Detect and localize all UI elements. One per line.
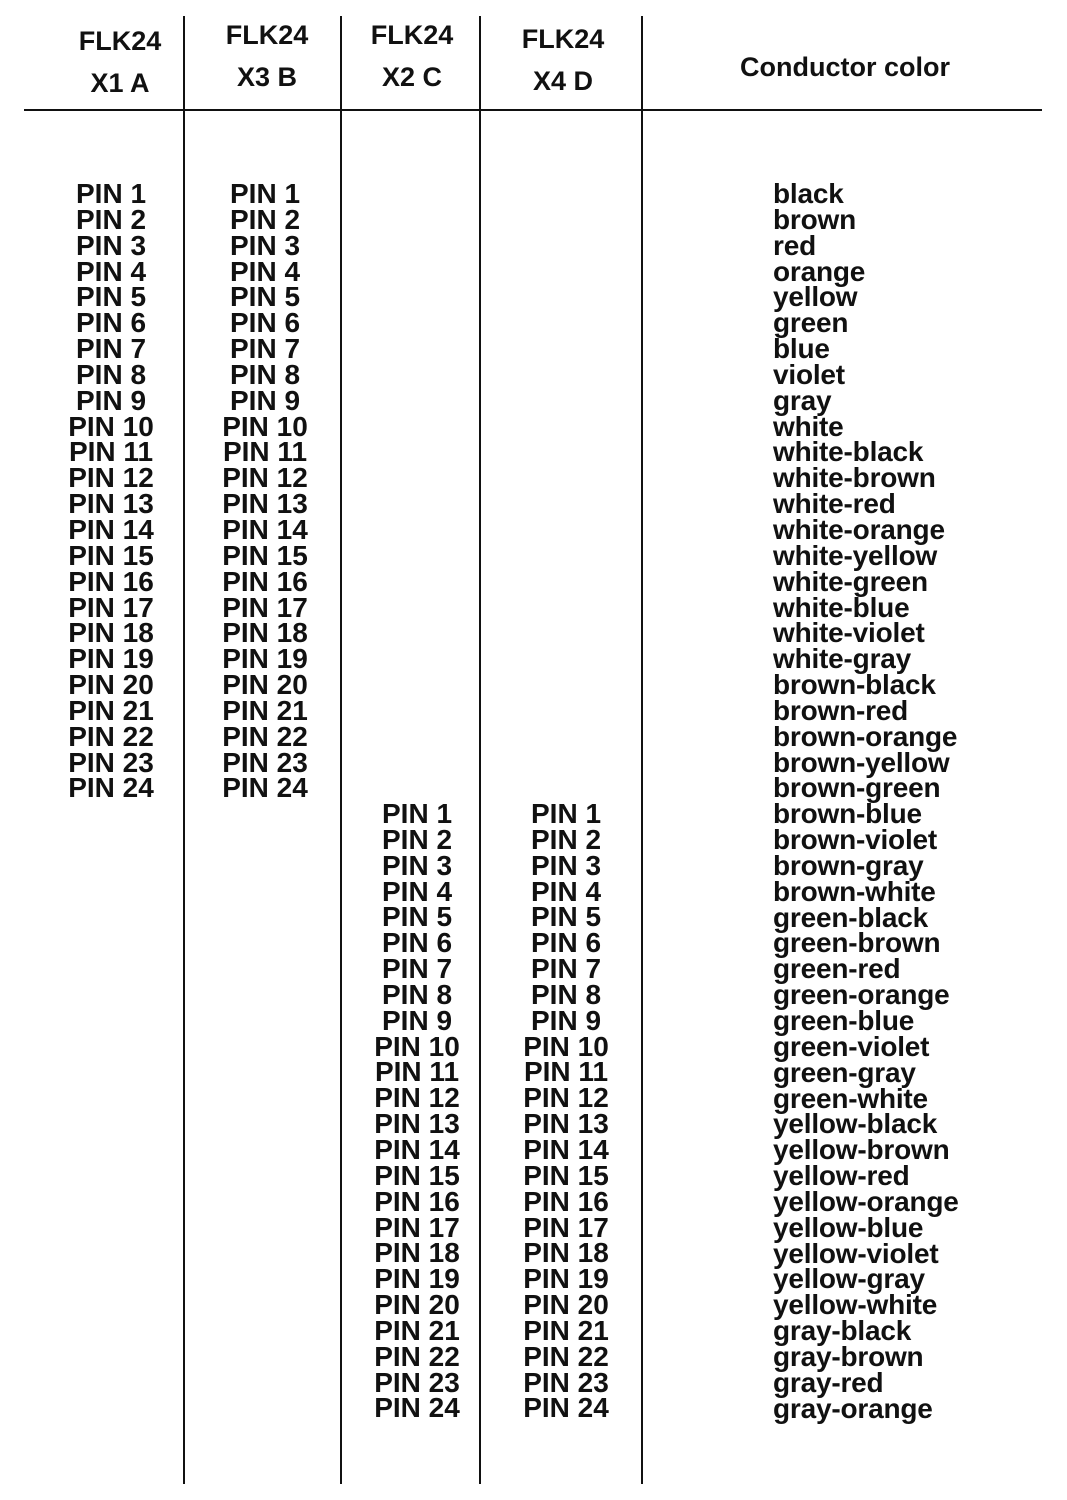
pin-label: PIN 18: [374, 1237, 460, 1269]
conductor-color-item: yellow-brown: [773, 1134, 950, 1166]
pin-label: PIN 22: [68, 720, 154, 752]
header-flk24-x1a: [60, 20, 180, 104]
conductor-color-item: black: [773, 178, 844, 209]
header-flk24-x2c: [352, 14, 472, 98]
header-conductor-color-label: Conductor color: [740, 52, 950, 82]
conductor-color-item: white-green: [773, 565, 928, 597]
conductor-color-item: green-gray: [773, 1056, 916, 1088]
pin-label: PIN 5: [381, 901, 453, 933]
pin-label: PIN 9: [229, 384, 301, 416]
pin-label: PIN 7: [530, 953, 602, 985]
pin-label: PIN 12: [374, 1082, 460, 1114]
pin-label: PIN 4: [530, 875, 602, 907]
conductor-color-item: brown-black: [773, 669, 936, 701]
pin-label: PIN 1: [229, 178, 301, 209]
pin-label: PIN 16: [68, 565, 154, 597]
conductor-color-item: white-black: [773, 436, 924, 468]
conductor-color-item: gray-orange: [773, 1392, 933, 1424]
conductor-color-item: green-orange: [773, 979, 950, 1011]
conductor-color-item: white-red: [773, 488, 896, 520]
pin-label: PIN 3: [530, 849, 602, 881]
conductor-color-item: yellow-violet: [773, 1237, 939, 1269]
conductor-color-item: red: [773, 229, 816, 261]
pin-label: PIN 16: [374, 1185, 460, 1217]
pin-label: PIN 17: [374, 1211, 460, 1243]
pin-label: PIN 11: [374, 1056, 460, 1088]
conductor-color-item: brown-white: [773, 875, 936, 907]
pin-label: PIN 6: [75, 307, 147, 339]
conductor-color-item: green-black: [773, 901, 928, 933]
pin-label: PIN 24: [523, 1392, 609, 1424]
conductor-color-item: white: [773, 410, 844, 442]
pin-label: PIN 9: [530, 1004, 602, 1036]
pin-label: PIN 21: [222, 694, 308, 726]
pin-label: PIN 5: [75, 281, 147, 313]
conductor-color-item: brown: [773, 203, 856, 235]
pin-label: PIN 9: [381, 1004, 453, 1036]
pin-label: PIN 3: [229, 229, 301, 261]
pin-label: PIN 20: [374, 1289, 460, 1321]
pin-label: PIN 20: [523, 1289, 609, 1321]
pin-label: PIN 8: [229, 358, 301, 390]
pin-label: PIN 13: [68, 488, 154, 520]
conductor-color-item: white-gray: [773, 643, 912, 675]
pin-label: PIN 5: [530, 901, 602, 933]
conductor-color-item: green-violet: [773, 1030, 930, 1062]
pin-label: PIN 1: [75, 178, 147, 209]
pin-label: PIN 22: [374, 1340, 460, 1372]
conductor-color-item: green-red: [773, 953, 901, 985]
pin-label: PIN 6: [381, 927, 453, 959]
header-x4d-line1: FLK24: [521, 24, 605, 54]
pin-label: PIN 23: [68, 746, 154, 778]
pin-label: PIN 15: [222, 539, 308, 571]
column-divider-3: [479, 16, 481, 1484]
pin-label: PIN 15: [68, 539, 154, 571]
pin-label: PIN 11: [222, 436, 308, 468]
header-x3b-line2: X3 B: [236, 62, 298, 92]
conductor-color-item: yellow-red: [773, 1160, 910, 1192]
conductor-color-item: gray: [773, 384, 832, 416]
conductor-color-item: gray-brown: [773, 1340, 924, 1372]
conductor-color-item: green: [773, 307, 849, 339]
pin-label: PIN 22: [523, 1340, 609, 1372]
pin-label: PIN 11: [523, 1056, 609, 1088]
pin-label: PIN 12: [523, 1082, 609, 1114]
conductor-color-item: blue: [773, 333, 830, 365]
header-x1a-line1: FLK24: [78, 26, 162, 56]
pin-list-x1a: [50, 178, 172, 804]
pin-label: PIN 11: [68, 436, 154, 468]
conductor-color-item: brown-violet: [773, 824, 938, 856]
pin-label: PIN 2: [229, 203, 301, 235]
pin-label: PIN 18: [222, 617, 308, 649]
column-divider-2: [340, 16, 342, 1484]
pin-label: PIN 17: [68, 591, 154, 623]
header-conductor-color: [700, 46, 990, 88]
conductor-color-item: white-yellow: [773, 539, 938, 571]
header-flk24-x4d: [500, 18, 626, 102]
pin-label: PIN 4: [229, 255, 301, 287]
pin-label: PIN 3: [381, 849, 453, 881]
header-x2c-line1: FLK24: [370, 20, 454, 50]
pin-label: PIN 2: [75, 203, 147, 235]
conductor-color-item: white-blue: [773, 591, 910, 623]
header-x1a-line2: X1 A: [90, 68, 150, 98]
conductor-color-item: yellow-black: [773, 1108, 938, 1140]
conductor-color-item: brown-red: [773, 694, 909, 726]
conductor-color-item: yellow-white: [773, 1289, 938, 1321]
pin-list-x4d: [505, 798, 627, 1424]
pin-label: PIN 15: [523, 1159, 609, 1191]
conductor-color-item: violet: [773, 358, 845, 390]
pin-label: PIN 8: [530, 978, 602, 1010]
pin-label: PIN 13: [222, 488, 308, 520]
conductor-color-item: yellow: [773, 281, 858, 313]
conductor-color-item: white-brown: [773, 462, 936, 494]
pin-label: PIN 8: [381, 978, 453, 1010]
column-divider-1: [183, 16, 185, 1484]
pin-list-x3b: [204, 178, 326, 804]
pin-label: PIN 21: [523, 1314, 609, 1346]
pin-label: PIN 9: [75, 384, 147, 416]
header-x4d-line2: X4 D: [532, 66, 594, 96]
header-flk24-x3b: [208, 14, 326, 98]
conductor-color-item: white-violet: [773, 617, 925, 649]
pin-label: PIN 12: [222, 462, 308, 494]
pin-label: PIN 10: [523, 1030, 609, 1062]
pin-label: PIN 5: [229, 281, 301, 313]
pin-label: PIN 19: [523, 1263, 609, 1295]
pin-label: PIN 20: [222, 669, 308, 701]
conductor-color-item: brown-orange: [773, 720, 958, 752]
pin-label: PIN 19: [68, 643, 154, 675]
conductor-color-item: brown-blue: [773, 798, 922, 830]
pin-label: PIN 16: [523, 1185, 609, 1217]
conductor-color-item: gray-black: [773, 1315, 912, 1347]
pin-label: PIN 15: [374, 1159, 460, 1191]
pin-label: PIN 20: [68, 669, 154, 701]
conductor-color-item: white-orange: [773, 513, 945, 545]
pin-label: PIN 6: [229, 307, 301, 339]
pin-label: PIN 18: [523, 1237, 609, 1269]
conductor-color-item: orange: [773, 255, 866, 287]
pin-label: PIN 14: [374, 1133, 460, 1165]
pin-label: PIN 23: [222, 746, 308, 778]
pin-label: PIN 10: [68, 410, 154, 442]
pin-label: PIN 13: [374, 1108, 460, 1140]
pin-label: PIN 21: [374, 1314, 460, 1346]
pin-label: PIN 14: [68, 513, 154, 545]
conductor-color-item: brown-green: [773, 772, 941, 804]
pin-label: PIN 17: [523, 1211, 609, 1243]
pin-list-x2c: [356, 798, 478, 1424]
pin-label: PIN 24: [374, 1392, 460, 1424]
pin-label: PIN 7: [75, 333, 147, 365]
pin-label: PIN 23: [374, 1366, 460, 1398]
header-divider: [24, 109, 1042, 111]
pin-label: PIN 19: [374, 1263, 460, 1295]
pin-label: PIN 14: [222, 513, 308, 545]
pin-label: PIN 2: [530, 823, 602, 855]
header-x2c-line2: X2 C: [381, 62, 443, 92]
conductor-color-item: green-blue: [773, 1005, 915, 1036]
pin-label: PIN 13: [523, 1108, 609, 1140]
pin-label: PIN 4: [75, 255, 147, 287]
pin-label: PIN 2: [381, 823, 453, 855]
pin-label: PIN 10: [222, 410, 308, 442]
pin-label: PIN 17: [222, 591, 308, 623]
pin-label: PIN 23: [523, 1366, 609, 1398]
pin-label: PIN 1: [381, 798, 453, 829]
pin-label: PIN 4: [381, 875, 453, 907]
pin-label: PIN 21: [68, 694, 154, 726]
conductor-color-item: green-brown: [773, 927, 941, 959]
conductor-color-item: yellow-gray: [773, 1263, 925, 1295]
pin-label: PIN 1: [530, 798, 602, 829]
conductor-color-item: yellow-blue: [773, 1211, 924, 1243]
pin-label: PIN 7: [381, 953, 453, 985]
pin-label: PIN 24: [222, 772, 308, 804]
conductor-color-item: brown-yellow: [773, 746, 950, 778]
column-divider-4: [641, 16, 643, 1484]
pin-label: PIN 14: [523, 1133, 609, 1165]
conductor-color-item: gray-red: [773, 1366, 884, 1398]
conductor-color-item: green-white: [773, 1082, 928, 1114]
pin-label: PIN 22: [222, 720, 308, 752]
pin-label: PIN 10: [374, 1030, 460, 1062]
conductor-color-list: [773, 178, 1033, 1424]
pin-label: PIN 24: [68, 772, 154, 804]
pin-label: PIN 3: [75, 229, 147, 261]
pin-label: PIN 16: [222, 565, 308, 597]
conductor-color-item: brown-gray: [773, 849, 924, 881]
pin-label: PIN 19: [222, 643, 308, 675]
pin-label: PIN 12: [68, 462, 154, 494]
pin-label: PIN 8: [75, 358, 147, 390]
header-x3b-line1: FLK24: [225, 20, 309, 50]
pin-label: PIN 7: [229, 333, 301, 365]
pin-label: PIN 18: [68, 617, 154, 649]
pin-label: PIN 6: [530, 927, 602, 959]
conductor-color-item: yellow-orange: [773, 1185, 959, 1217]
